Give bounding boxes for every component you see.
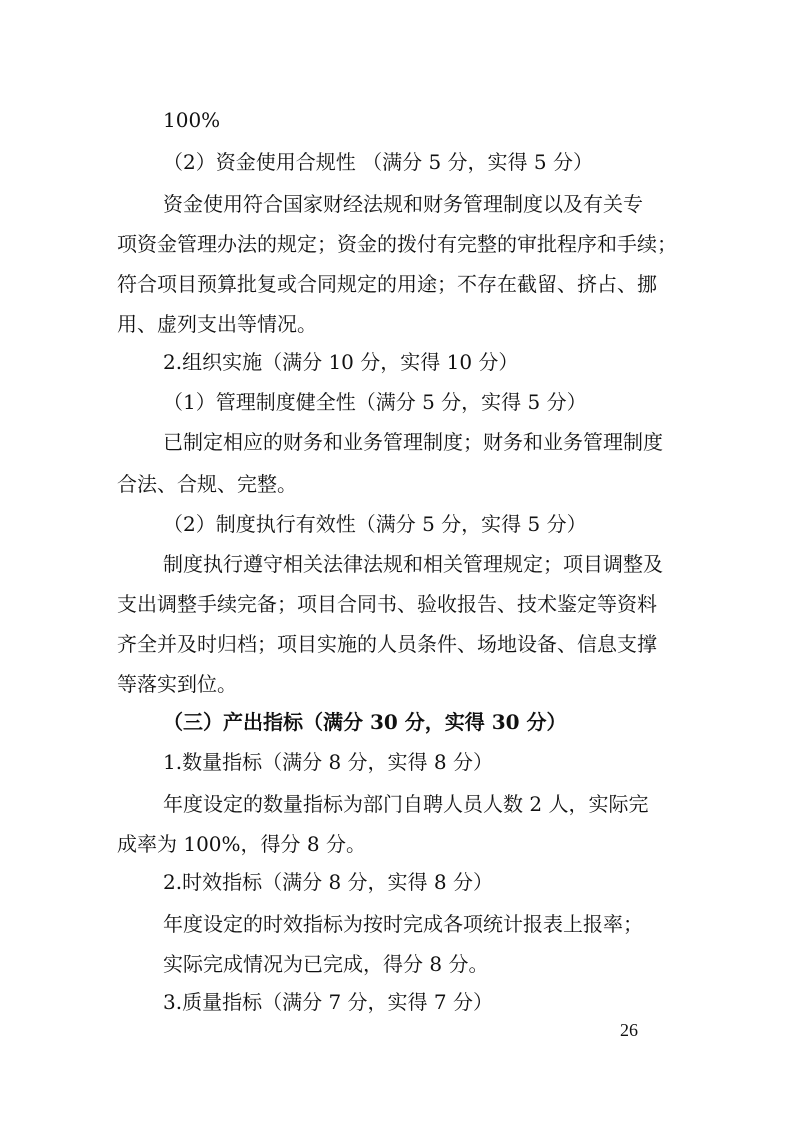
subsection-heading: （2）制度执行有效性（满分 5 分，实得 5 分） bbox=[163, 512, 587, 536]
subsection-heading: （2）资金使用合规性 （满分 5 分，实得 5 分） bbox=[163, 150, 593, 174]
paragraph-line: 齐全并及时归档；项目实施的人员条件、场地设备、信息支撑 bbox=[117, 632, 657, 656]
paragraph-line: 项资金管理办法的规定；资金的拨付有完整的审批程序和手续； bbox=[117, 232, 677, 256]
paragraph-line: 符合项目预算批复或合同规定的用途；不存在截留、挤占、挪 bbox=[117, 272, 657, 296]
section-heading: 2.时效指标（满分 8 分，实得 8 分） bbox=[163, 870, 493, 894]
subsection-heading: （1）管理制度健全性（满分 5 分，实得 5 分） bbox=[163, 390, 587, 414]
bold-section-heading: （三）产出指标（满分 30 分，实得 30 分） bbox=[163, 710, 567, 734]
paragraph-line: 实际完成情况为已完成，得分 8 分。 bbox=[163, 952, 489, 976]
section-heading: 2.组织实施（满分 10 分，实得 10 分） bbox=[163, 350, 519, 374]
paragraph-line: 资金使用符合国家财经法规和财务管理制度以及有关专 bbox=[163, 192, 643, 216]
text-line: 100% bbox=[163, 108, 221, 132]
paragraph-line: 合法、合规、完整。 bbox=[117, 472, 297, 496]
paragraph-line: 已制定相应的财务和业务管理制度；财务和业务管理制度 bbox=[163, 430, 663, 454]
paragraph-line: 年度设定的时效指标为按时完成各项统计报表上报率； bbox=[163, 912, 643, 936]
paragraph-line: 年度设定的数量指标为部门自聘人员人数 2 人，实际完 bbox=[163, 792, 649, 816]
page-number: 26 bbox=[620, 1020, 638, 1040]
paragraph-line: 制度执行遵守相关法律法规和相关管理规定；项目调整及 bbox=[163, 552, 663, 576]
section-heading: 1.数量指标（满分 8 分，实得 8 分） bbox=[163, 750, 493, 774]
section-heading: 3.质量指标（满分 7 分，实得 7 分） bbox=[163, 990, 493, 1014]
paragraph-line: 等落实到位。 bbox=[117, 672, 237, 696]
paragraph-line: 成率为 100%，得分 8 分。 bbox=[117, 832, 366, 856]
paragraph-line: 用、虚列支出等情况。 bbox=[117, 312, 317, 336]
paragraph-line: 支出调整手续完备；项目合同书、验收报告、技术鉴定等资料 bbox=[117, 592, 657, 616]
